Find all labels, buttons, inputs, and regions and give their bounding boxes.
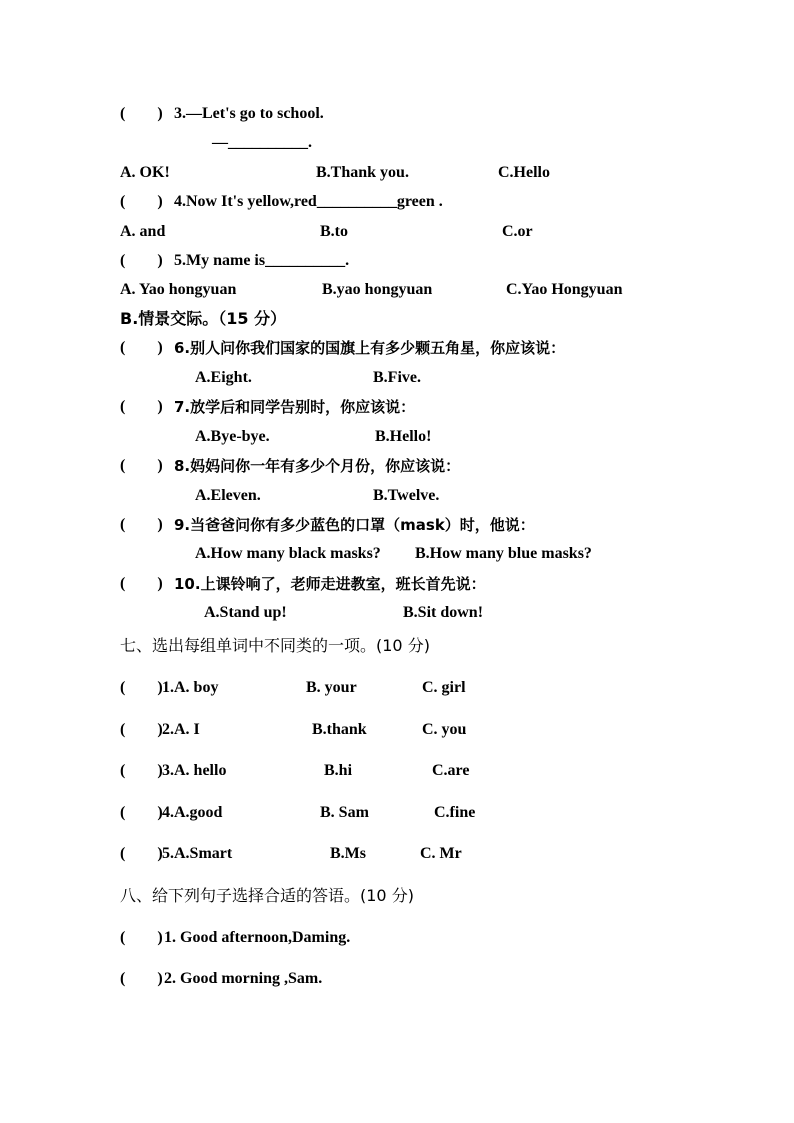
s7-1-option-c: C. girl (422, 679, 466, 696)
s7-3-option-b: B.hi (324, 762, 353, 779)
section-b-heading: B.情景交际。（15 分） (120, 309, 287, 328)
paren-q4[interactable]: ( ) (120, 193, 163, 210)
s7-2-option-b: B.thank (312, 721, 367, 738)
question-10-stem: 10.上课铃响了，老师走进教室，班长首先说： (174, 575, 486, 593)
question-8-stem: 8.妈妈问你一年有多少个月份，你应该说： (174, 457, 461, 475)
q6-option-a: A.Eight. (195, 369, 252, 386)
paren-s7-5[interactable]: ( ) (120, 845, 163, 862)
paren-q6[interactable]: ( ) (120, 339, 163, 356)
question-4-stem: 4.Now It's yellow,red__________green . (174, 193, 443, 210)
s8-1-sentence: 1. Good afternoon,Daming. (164, 929, 351, 946)
paren-q7[interactable]: ( ) (120, 398, 163, 415)
q9-option-a: A.How many black masks? (195, 545, 381, 562)
paren-s7-1[interactable]: ( ) (120, 679, 163, 696)
q4-option-a: A. and (120, 223, 166, 240)
q7-option-a: A.Bye-bye. (195, 428, 270, 445)
s7-1-option-b: B. your (306, 679, 357, 696)
q5-option-a: A. Yao hongyuan (120, 281, 237, 298)
q4-option-c: C.or (502, 223, 533, 240)
s7-5-option-c: C. Mr (420, 845, 462, 862)
s7-5-option-a: 5.A.Smart (162, 845, 233, 862)
paren-q9[interactable]: ( ) (120, 516, 163, 533)
q7-option-b: B.Hello! (375, 428, 432, 445)
q5-option-b: B.yao hongyuan (322, 281, 433, 298)
q3-option-c: C.Hello (498, 164, 550, 181)
s7-4-option-b: B. Sam (320, 804, 369, 821)
paren-q3[interactable]: ( ) (120, 105, 163, 122)
q3-option-b: B.Thank you. (316, 164, 409, 181)
paren-s8-2[interactable]: ( ) (120, 970, 163, 987)
section-8-heading: 八、给下列句子选择合适的答语。(10 分) (120, 886, 414, 905)
q4-option-b: B.to (320, 223, 348, 240)
s7-3-option-a: 3.A. hello (162, 762, 227, 779)
s7-2-option-c: C. you (422, 721, 467, 738)
s7-5-option-b: B.Ms (330, 845, 366, 862)
s7-4-option-a: 4.A.good (162, 804, 223, 821)
paren-s7-4[interactable]: ( ) (120, 804, 163, 821)
q8-option-a: A.Eleven. (195, 487, 261, 504)
question-6-stem: 6.别人问你我们国家的国旗上有多少颗五角星，你应该说： (174, 339, 566, 357)
q6-option-b: B.Five. (373, 369, 421, 386)
section-7-heading: 七、选出每组单词中不同类的一项。(10 分) (120, 636, 430, 655)
q10-option-a: A.Stand up! (204, 604, 287, 621)
q10-option-b: B.Sit down! (403, 604, 484, 621)
s7-3-option-c: C.are (432, 762, 470, 779)
s7-2-option-a: 2.A. I (162, 721, 200, 738)
q3-option-a: A. OK! (120, 164, 170, 181)
question-5-stem: 5.My name is__________. (174, 252, 350, 269)
question-3-stem: 3.—Let's go to school. (174, 105, 324, 122)
s7-1-option-a: 1.A. boy (162, 679, 219, 696)
question-7-stem: 7.放学后和同学告别时，你应该说： (174, 398, 416, 416)
question-9-stem: 9.当爸爸问你有多少蓝色的口罩（mask）时，他说： (174, 516, 535, 534)
s7-4-option-c: C.fine (434, 804, 476, 821)
question-3-answer-line[interactable]: —__________. (212, 134, 312, 151)
q9-option-b: B.How many blue masks? (415, 545, 592, 562)
paren-s7-2[interactable]: ( ) (120, 721, 163, 738)
paren-s7-3[interactable]: ( ) (120, 762, 163, 779)
s8-2-sentence: 2. Good morning ,Sam. (164, 970, 323, 987)
q5-option-c: C.Yao Hongyuan (506, 281, 623, 298)
paren-q8[interactable]: ( ) (120, 457, 163, 474)
paren-q5[interactable]: ( ) (120, 252, 163, 269)
paren-q10[interactable]: ( ) (120, 575, 163, 592)
paren-s8-1[interactable]: ( ) (120, 929, 163, 946)
q8-option-b: B.Twelve. (373, 487, 440, 504)
